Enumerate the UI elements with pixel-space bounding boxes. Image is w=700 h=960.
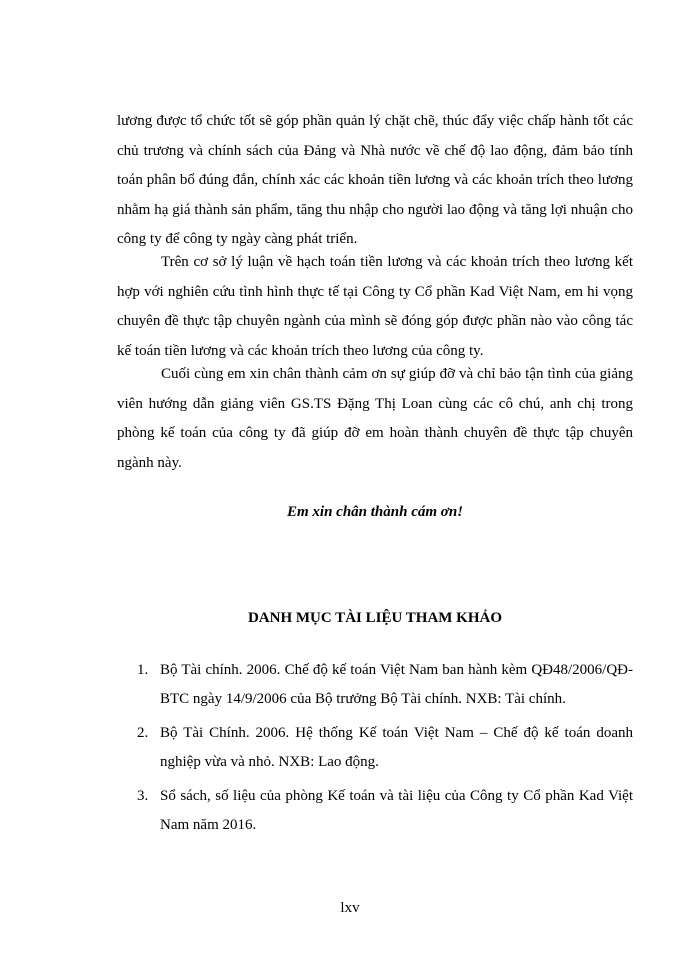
body-paragraph-3: Cuối cùng em xin chân thành cảm ơn sự giúp đỡ và chỉ bảo tận tình của giảng viên hướng dẫn giảng viên GS.TS Đặng Thị Loan cùng các cô chú, anh chị trong phòng kế toán của công ty đã giúp đỡ em hoàn thành chuyên đề thực tập chuyên ngành này. — [117, 366, 633, 471]
reference-item-2 — [117, 719, 633, 776]
thanks-line: Em xin chân thành cám ơn! — [286, 504, 464, 520]
reference-text: Bộ Tài Chính. 2006. Hệ thống Kế toán Việt Nam – Chế độ kế toán doanh nghiệp vừa và nhỏ. NXB: Lao động. — [160, 725, 633, 770]
reference-number: 2. — [137, 725, 149, 741]
reference-item-1 — [117, 656, 633, 713]
page-number: lxv — [340, 900, 360, 916]
body-paragraph-2: Trên cơ sở lý luận về hạch toán tiền lương và các khoản trích theo lương kết hợp với nghiên cứu tình hình thực tế tại Công ty Cổ phần Kad Việt Nam, em hi vọng chuyên đề thực tập chuyên ngành của mình sẽ đóng góp được phần nào vào công tác kế toán tiền lương và các khoản trích theo lương của công ty. — [117, 254, 633, 359]
references-title: DANH MỤC TÀI LIỆU THAM KHẢO — [247, 610, 503, 626]
references-list — [117, 656, 633, 845]
reference-text: Bộ Tài chính. 2006. Chế độ kế toán Việt Nam ban hành kèm QĐ48/2006/QĐ-BTC ngày 14/9/2006 của Bộ trưởng Bộ Tài chính. NXB: Tài chính. — [160, 662, 633, 707]
body-paragraph-1: lương được tổ chức tốt sẽ góp phần quản lý chặt chẽ, thúc đẩy việc chấp hành tốt các chủ trương và chính sách của Đảng và Nhà nước về chế độ lao động, đảm bảo tính toán phân bổ đúng đắn, chính xác các khoản tiền lương và các khoản trích theo lương nhằm hạ giá thành sản phẩm, tăng thu nhập cho người lao động và tăng lợi nhuận cho công ty để công ty ngày càng phát triển. — [117, 113, 633, 248]
reference-item-3 — [117, 782, 633, 839]
reference-number: 1. — [137, 662, 149, 678]
reference-number: 3. — [137, 788, 149, 804]
reference-text: Sổ sách, số liệu của phòng Kế toán và tài liệu của Công ty Cổ phần Kad Việt Nam năm 2016. — [160, 788, 633, 833]
